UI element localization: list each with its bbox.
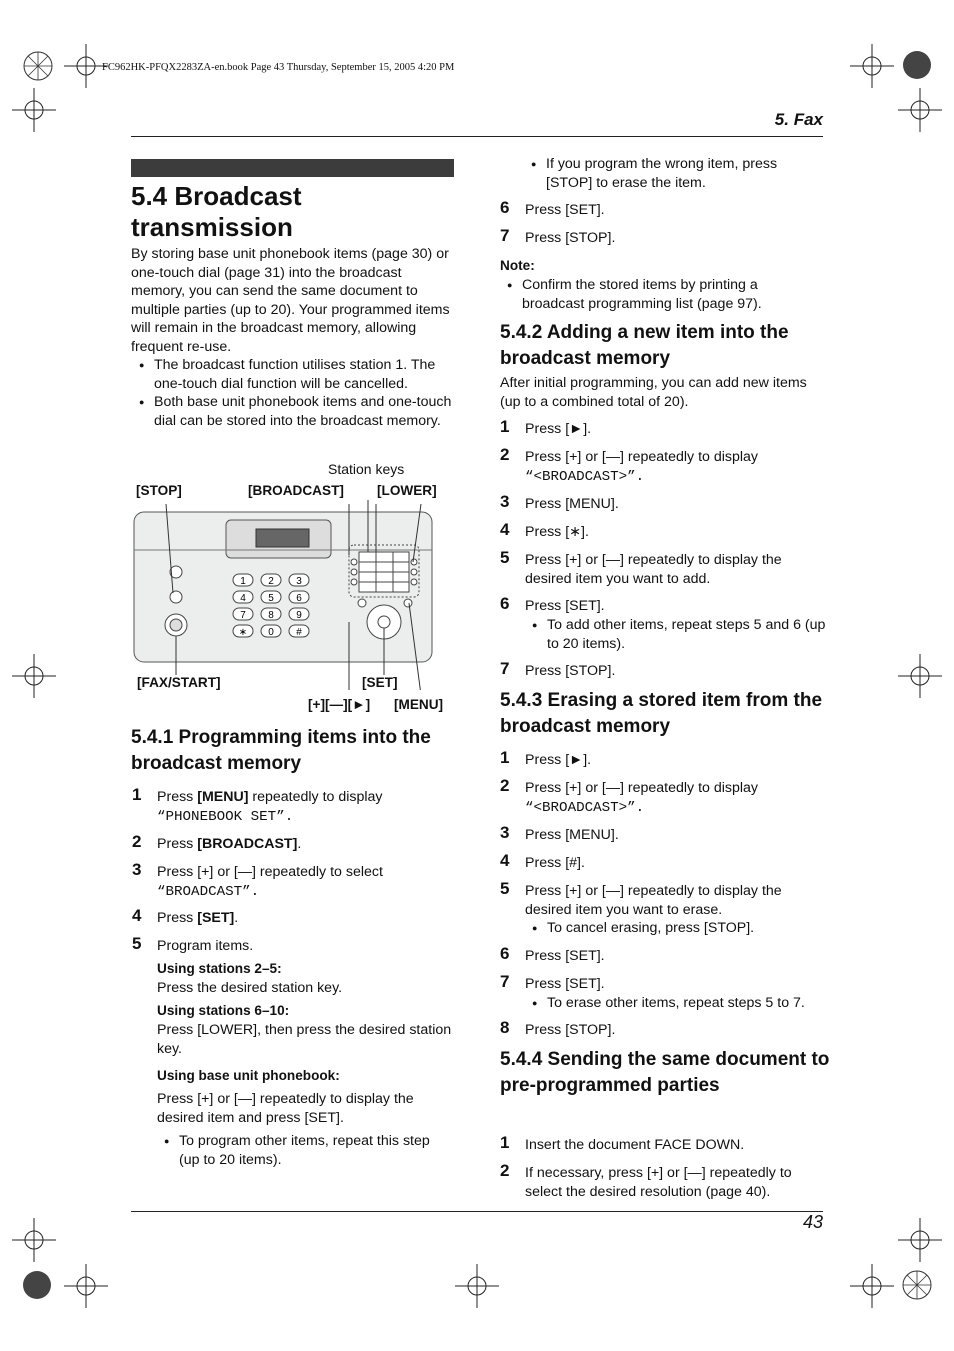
- s541-step-1: 1 Press [MENU] repeatedly to display “PHONEBOOK SET”.: [132, 785, 383, 825]
- wrong-item-bullet: ● If you program the wrong item, press [STOP] to erase the item.: [546, 155, 826, 192]
- keypad-key-label: 0: [268, 627, 274, 638]
- crosshair-icon: [898, 88, 942, 132]
- sub2-title: Using stations 6–10:: [157, 1003, 290, 1018]
- s542-step-2: 2 Press [+] or [—] repeatedly to display “<BROADCAST>”.: [500, 445, 759, 485]
- crosshair-icon: [455, 1264, 499, 1308]
- s543-step-6: 6 Press [SET].: [500, 944, 605, 964]
- s541-step-7: 7 Press [STOP].: [500, 226, 616, 246]
- s543-step-4: 4 Press [#].: [500, 851, 585, 871]
- s542-step-1: 1 Press [►].: [500, 417, 592, 437]
- keypad-key-label: 3: [296, 576, 302, 587]
- intro-paragraph: By storing base unit phonebook items (page 30) or one-touch dial (page 31) into the broadcast memory, you can send the same document to multiple parties (up to 20). Your programmed items will remain in the broadcast memory, allowing frequent re-use.: [131, 246, 450, 355]
- sub1-title: Using stations 2–5:: [157, 961, 282, 976]
- crosshair-icon: [12, 88, 56, 132]
- s543-step-8: 8 Press [STOP].: [500, 1018, 616, 1038]
- crosshair-icon: [12, 1218, 56, 1262]
- s544-step-1: 1 Insert the document FACE DOWN.: [500, 1133, 745, 1153]
- broadcast-label: [BROADCAST]: [248, 483, 344, 498]
- crosshair-icon: [850, 1264, 894, 1308]
- s542-step-5: 5 Press [+] or [—] repeatedly to display the desired item you want to add.: [500, 548, 782, 587]
- s542-intro: After initial programming, you can add new items (up to a combined total of 20).: [500, 375, 807, 410]
- keypad-key-label: 9: [296, 610, 302, 621]
- registration-circle-icon: [18, 46, 58, 86]
- nav-keys-label: [+][—][►]: [308, 697, 371, 712]
- sub3-title: Using base unit phonebook:: [157, 1068, 340, 1083]
- s541-step-3: 3 Press [+] or [—] repeatedly to select “BROADCAST”.: [132, 860, 383, 900]
- page-number: 43: [802, 1212, 823, 1232]
- crosshair-icon: [898, 654, 942, 698]
- crosshair-icon: [850, 44, 894, 88]
- sub2-text: Press [LOWER], then press the desired station key.: [157, 1022, 452, 1057]
- registration-dark-circle-icon: [898, 46, 936, 84]
- crosshair-icon: [12, 654, 56, 698]
- section-5-4-3-title: 5.4.3 Erasing a stored item from the broadcast memory: [500, 690, 823, 737]
- s543-step-1: 1 Press [►].: [500, 748, 592, 768]
- s542-step-4: 4 Press [∗].: [500, 520, 589, 540]
- bullet-station-1: ● The broadcast function utilises station 1. The one-touch dial function will be cancelled.: [154, 356, 454, 393]
- section-title: 5. Fax: [774, 110, 823, 129]
- sub3-text: Press [+] or [—] repeatedly to display the desired item and press [SET].: [157, 1091, 414, 1126]
- fax-start-label: [FAX/START]: [137, 675, 221, 690]
- s543-step-2: 2 Press [+] or [—] repeatedly to display “<BROADCAST>”.: [500, 776, 759, 816]
- s541-step-2: 2 Press [BROADCAST].: [132, 832, 302, 852]
- header-rule: [131, 136, 823, 137]
- note-label: Note:: [500, 258, 535, 273]
- s543-step-7: 7 Press [SET].: [500, 972, 605, 992]
- sub3-bullet: ● To program other items, repeat this step (up to 20 items).: [179, 1132, 454, 1169]
- footer-rule: [131, 1211, 823, 1212]
- sub1-text: Press the desired station key.: [157, 980, 343, 996]
- s543-step-7-bullet: ● To erase other items, repeat steps 5 to 7.: [547, 994, 827, 1013]
- keypad-key-label: 7: [240, 610, 246, 621]
- s543-step-3: 3 Press [MENU].: [500, 823, 619, 843]
- s542-step-7: 7 Press [STOP].: [500, 659, 616, 679]
- section-5-4-1-title: 5.4.1 Programming items into the broadcast memory: [131, 727, 431, 774]
- fax-machine-diagram: [131, 500, 441, 690]
- s542-step-3: 3 Press [MENU].: [500, 492, 619, 512]
- s544-step-2: 2 If necessary, press [+] or [—] repeatedly to select the desired resolution (page 40).: [500, 1161, 792, 1200]
- s543-step-5-bullet: ● To cancel erasing, press [STOP].: [547, 919, 827, 938]
- file-info: FC962HK-PFQX2283ZA-en.book Page 43 Thursday, September 15, 2005 4:20 PM: [102, 62, 455, 73]
- registration-dark-circle-icon: [18, 1266, 56, 1304]
- note-bullet: ● Confirm the stored items by printing a broadcast programming list (page 97).: [522, 276, 822, 313]
- s543-step-5: 5 Press [+] or [—] repeatedly to display the desired item you want to erase.: [500, 879, 782, 918]
- menu-label: [MENU]: [394, 697, 444, 712]
- lower-label: [LOWER]: [377, 483, 437, 498]
- page-title: 5.4 Broadcast transmission: [131, 181, 302, 242]
- keypad-key-label: ∗: [238, 627, 248, 638]
- title-bar: [131, 159, 454, 177]
- keypad-key-label: 8: [268, 610, 274, 621]
- keypad-key-label: 5: [268, 593, 274, 604]
- set-label: [SET]: [362, 675, 398, 690]
- stop-label: [STOP]: [136, 483, 182, 498]
- keypad-key-label: #: [296, 627, 302, 638]
- s542-step-6-bullet: ● To add other items, repeat steps 5 and 6 (up to 20 items).: [547, 616, 827, 653]
- registration-circle-icon: [898, 1266, 936, 1304]
- section-5-4-4-title: 5.4.4 Sending the same document to pre-programmed parties: [500, 1049, 830, 1096]
- stop-button-icon: [170, 591, 182, 603]
- s541-step-6: 6 Press [SET].: [500, 198, 605, 218]
- crosshair-icon: [64, 1264, 108, 1308]
- s541-step-5: 5 Program items.: [132, 934, 254, 954]
- keypad-key-label: 1: [240, 576, 246, 587]
- crosshair-icon: [898, 1218, 942, 1262]
- s541-step-4: 4 Press [SET].: [132, 906, 239, 926]
- keypad-key-label: 2: [268, 576, 274, 587]
- keypad-key-label: 4: [240, 593, 246, 604]
- s542-step-6: 6 Press [SET].: [500, 594, 605, 614]
- section-5-4-2-title: 5.4.2 Adding a new item into the broadcast memory: [500, 322, 789, 369]
- keypad-key-label: 6: [296, 593, 302, 604]
- station-keys-label: Station keys: [328, 461, 405, 477]
- bullet-phonebook: ● Both base unit phonebook items and one-touch dial can be stored into the broadcast memory.: [154, 393, 454, 430]
